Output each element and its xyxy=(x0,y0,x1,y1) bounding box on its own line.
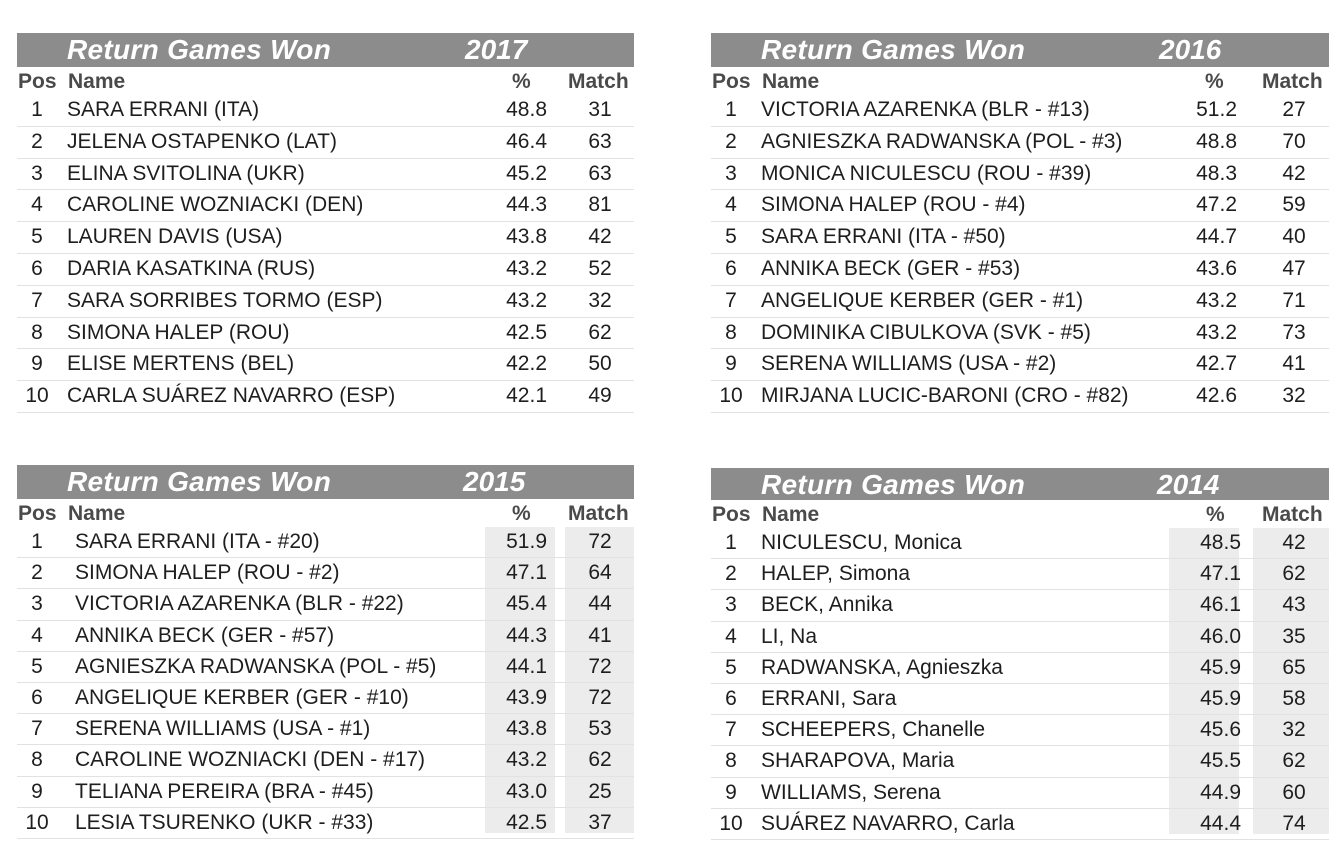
row-pos: 8 xyxy=(31,320,43,344)
row-pos: 9 xyxy=(725,780,737,804)
row-pct: 42.5 xyxy=(506,320,547,344)
row-pos: 2 xyxy=(725,129,737,153)
row-player-name: WILLIAMS, Serena xyxy=(761,780,941,804)
row-player-name: VICTORIA AZARENKA (BLR - #22) xyxy=(75,592,404,616)
row-pct: 44.3 xyxy=(506,193,547,217)
row-match: 73 xyxy=(1282,320,1306,344)
row-pct: 45.9 xyxy=(1200,655,1241,679)
table-row xyxy=(17,558,634,589)
table-2014 xyxy=(711,468,1329,840)
row-match: 44 xyxy=(588,592,612,616)
table-row xyxy=(711,559,1329,590)
row-pct: 44.9 xyxy=(1200,780,1241,804)
row-player-name: LI, Na xyxy=(761,624,818,648)
row-pos: 1 xyxy=(31,530,43,553)
table-row xyxy=(711,95,1329,127)
table-header-row xyxy=(711,67,1329,95)
row-match: 60 xyxy=(1282,780,1306,804)
row-player-name: SCHEEPERS, Chanelle xyxy=(761,718,986,742)
table-row xyxy=(711,381,1329,413)
row-pos: 2 xyxy=(725,562,737,586)
table-title: Return Games Won xyxy=(67,466,332,497)
table-row xyxy=(17,589,634,620)
header-name: Name xyxy=(68,70,126,93)
row-player-name: TELIANA PEREIRA (BRA - #45) xyxy=(75,779,374,803)
row-player-name: SERENA WILLIAMS (USA - #1) xyxy=(75,717,371,741)
row-pct: 45.2 xyxy=(506,161,547,185)
row-pct: 43.0 xyxy=(506,779,547,803)
table-row xyxy=(17,621,634,652)
row-match: 32 xyxy=(1282,718,1306,742)
row-pos: 7 xyxy=(31,717,43,741)
row-match: 58 xyxy=(1282,686,1306,710)
row-pos: 10 xyxy=(719,384,743,408)
table-row xyxy=(711,684,1329,715)
row-player-name: VICTORIA AZARENKA (BLR - #13) xyxy=(761,98,1090,121)
table-row xyxy=(17,683,634,714)
row-match: 31 xyxy=(588,98,612,121)
row-player-name: LESIA TSURENKO (UKR - #33) xyxy=(75,810,374,834)
row-match: 35 xyxy=(1282,624,1306,648)
header-pct: % xyxy=(1205,70,1224,93)
row-pos: 3 xyxy=(31,161,43,185)
row-pos: 7 xyxy=(725,718,737,742)
row-match: 70 xyxy=(1282,129,1306,153)
row-player-name: CAROLINE WOZNIACKI (DEN - #17) xyxy=(75,748,426,772)
row-pct: 45.9 xyxy=(1200,686,1241,710)
table-row xyxy=(17,127,634,159)
row-player-name: CARLA SUÁREZ NAVARRO (ESP) xyxy=(67,384,396,408)
row-pct: 43.2 xyxy=(1196,320,1237,344)
row-player-name: SARA ERRANI (ITA - #50) xyxy=(761,225,1006,249)
header-pct: % xyxy=(512,70,531,93)
row-pct: 43.2 xyxy=(506,748,547,772)
table-row xyxy=(17,318,634,350)
table-row xyxy=(711,127,1329,159)
row-player-name: HALEP, Simona xyxy=(761,562,911,586)
table-row xyxy=(17,159,634,191)
row-pos: 4 xyxy=(31,623,43,647)
row-pos: 6 xyxy=(725,686,737,710)
row-player-name: SARA ERRANI (ITA - #20) xyxy=(75,530,320,553)
table-header-row xyxy=(17,499,634,527)
row-player-name: SIMONA HALEP (ROU - #4) xyxy=(761,193,1026,217)
row-pct: 51.2 xyxy=(1196,98,1237,121)
row-pct: 43.9 xyxy=(506,685,547,709)
header-name: Name xyxy=(68,502,126,525)
table-year: 2015 xyxy=(463,466,526,497)
row-pct: 43.8 xyxy=(506,717,547,741)
row-match: 74 xyxy=(1282,811,1306,835)
header-pos: Pos xyxy=(712,503,751,526)
row-player-name: BECK, Annika xyxy=(761,593,893,617)
table-row xyxy=(17,714,634,745)
row-player-name: SIMONA HALEP (ROU - #2) xyxy=(75,561,340,585)
row-pos: 5 xyxy=(31,654,43,678)
row-match: 50 xyxy=(588,352,612,376)
table-body xyxy=(711,528,1329,840)
row-pct: 47.1 xyxy=(506,561,547,585)
table-2015 xyxy=(17,465,634,839)
table-row xyxy=(711,590,1329,621)
row-pct: 47.2 xyxy=(1196,193,1237,217)
row-match: 71 xyxy=(1282,288,1306,312)
row-pct: 44.7 xyxy=(1196,225,1237,249)
row-pos: 9 xyxy=(31,779,43,803)
row-pct: 48.8 xyxy=(1196,129,1237,153)
table-row xyxy=(711,318,1329,350)
row-pos: 6 xyxy=(31,256,43,280)
row-match: 72 xyxy=(588,685,612,709)
row-pos: 8 xyxy=(31,748,43,772)
row-match: 64 xyxy=(588,561,612,585)
table-row xyxy=(17,222,634,254)
row-pos: 7 xyxy=(725,288,737,312)
row-match: 37 xyxy=(588,810,612,834)
row-pct: 43.2 xyxy=(506,288,547,312)
row-match: 63 xyxy=(588,161,612,185)
row-pos: 7 xyxy=(31,288,43,312)
row-pos: 2 xyxy=(31,129,43,153)
row-player-name: DARIA KASATKINA (RUS) xyxy=(67,256,316,280)
header-match: Match xyxy=(1262,503,1323,526)
row-pos: 1 xyxy=(725,98,737,121)
table-row xyxy=(711,809,1329,840)
table-row xyxy=(711,528,1329,559)
table-banner xyxy=(17,33,634,67)
table-row xyxy=(711,746,1329,777)
row-player-name: SERENA WILLIAMS (USA - #2) xyxy=(761,352,1057,376)
row-pct: 44.1 xyxy=(506,654,547,678)
row-player-name: SARA ERRANI (ITA) xyxy=(67,98,260,121)
table-row xyxy=(711,159,1329,191)
header-match: Match xyxy=(568,502,629,525)
row-match: 47 xyxy=(1282,256,1306,280)
row-pos: 3 xyxy=(31,592,43,616)
row-pct: 43.8 xyxy=(506,225,547,249)
row-player-name: SIMONA HALEP (ROU) xyxy=(67,320,290,344)
row-player-name: DOMINIKA CIBULKOVA (SVK - #5) xyxy=(761,320,1091,344)
row-player-name: ELINA SVITOLINA (UKR) xyxy=(67,161,305,185)
row-pos: 10 xyxy=(719,811,743,835)
row-pos: 2 xyxy=(31,561,43,585)
table-banner xyxy=(17,465,634,499)
row-player-name: RADWANSKA, Agnieszka xyxy=(761,655,1003,679)
row-match: 42 xyxy=(1282,531,1306,554)
row-match: 81 xyxy=(588,193,612,217)
row-pos: 5 xyxy=(31,225,43,249)
row-pos: 10 xyxy=(25,810,49,834)
row-pct: 43.2 xyxy=(506,256,547,280)
row-pct: 48.8 xyxy=(506,98,547,121)
table-row xyxy=(711,653,1329,684)
table-title: Return Games Won xyxy=(761,469,1026,500)
table-row xyxy=(17,190,634,222)
table-row xyxy=(711,190,1329,222)
header-pos: Pos xyxy=(18,70,57,93)
table-year: 2017 xyxy=(465,34,528,65)
row-match: 32 xyxy=(588,288,612,312)
row-pos: 4 xyxy=(31,193,43,217)
table-row xyxy=(17,349,634,381)
table-banner xyxy=(711,33,1329,67)
header-pct: % xyxy=(512,502,531,525)
table-year: 2016 xyxy=(1159,34,1222,65)
row-pct: 42.2 xyxy=(506,352,547,376)
table-row xyxy=(17,527,634,558)
row-player-name: MONICA NICULESCU (ROU - #39) xyxy=(761,161,1092,185)
row-player-name: CAROLINE WOZNIACKI (DEN) xyxy=(67,193,364,217)
row-pct: 43.6 xyxy=(1196,256,1237,280)
row-player-name: AGNIESZKA RADWANSKA (POL - #3) xyxy=(761,129,1123,153)
table-row xyxy=(17,652,634,683)
header-name: Name xyxy=(762,70,820,93)
table-row xyxy=(711,715,1329,746)
row-pos: 1 xyxy=(31,98,43,121)
row-pct: 45.6 xyxy=(1200,718,1241,742)
row-match: 43 xyxy=(1282,593,1306,617)
row-player-name: SHARAPOVA, Maria xyxy=(761,749,955,773)
table-2016 xyxy=(711,33,1329,413)
row-pct: 42.1 xyxy=(506,384,547,408)
row-match: 62 xyxy=(1282,749,1306,773)
row-player-name: ANGELIQUE KERBER (GER - #10) xyxy=(75,685,409,709)
table-title: Return Games Won xyxy=(761,34,1026,65)
row-match: 42 xyxy=(1282,161,1306,185)
table-row xyxy=(17,777,634,808)
table-2017 xyxy=(17,33,634,413)
row-pos: 4 xyxy=(725,624,737,648)
header-pos: Pos xyxy=(18,502,57,525)
row-match: 72 xyxy=(588,530,612,553)
row-pos: 6 xyxy=(31,685,43,709)
row-pct: 44.4 xyxy=(1200,811,1241,835)
row-pos: 8 xyxy=(725,749,737,773)
table-row xyxy=(17,254,634,286)
row-match: 53 xyxy=(588,717,612,741)
row-match: 62 xyxy=(588,748,612,772)
row-pos: 6 xyxy=(725,256,737,280)
row-player-name: ANNIKA BECK (GER - #57) xyxy=(75,623,335,647)
row-match: 49 xyxy=(588,384,612,408)
header-pct: % xyxy=(1206,503,1225,526)
table-row xyxy=(17,381,634,413)
table-row xyxy=(17,745,634,776)
table-row xyxy=(711,622,1329,653)
row-match: 32 xyxy=(1282,384,1306,408)
row-pos: 5 xyxy=(725,655,737,679)
row-player-name: AGNIESZKA RADWANSKA (POL - #5) xyxy=(75,654,437,678)
row-pct: 42.6 xyxy=(1196,384,1237,408)
row-pct: 47.1 xyxy=(1200,562,1241,586)
header-match: Match xyxy=(1262,70,1323,93)
row-player-name: SARA SORRIBES TORMO (ESP) xyxy=(67,288,383,312)
table-title: Return Games Won xyxy=(67,34,332,65)
row-player-name: NICULESCU, Monica xyxy=(761,531,962,554)
row-pct: 51.9 xyxy=(506,530,547,553)
row-pct: 46.0 xyxy=(1200,624,1241,648)
row-match: 59 xyxy=(1282,193,1306,217)
row-pct: 44.3 xyxy=(506,623,547,647)
row-player-name: ELISE MERTENS (BEL) xyxy=(67,352,295,376)
table-year: 2014 xyxy=(1157,469,1220,500)
row-match: 41 xyxy=(1282,352,1306,376)
table-body xyxy=(17,527,634,839)
table-body xyxy=(711,95,1329,413)
table-row xyxy=(17,286,634,318)
row-pos: 3 xyxy=(725,593,737,617)
row-match: 52 xyxy=(588,256,612,280)
row-pct: 48.3 xyxy=(1196,161,1237,185)
row-match: 65 xyxy=(1282,655,1306,679)
header-match: Match xyxy=(568,70,629,93)
table-header-row xyxy=(711,500,1329,528)
row-pos: 9 xyxy=(725,352,737,376)
row-player-name: ANGELIQUE KERBER (GER - #1) xyxy=(761,288,1084,312)
row-match: 40 xyxy=(1282,225,1306,249)
table-body xyxy=(17,95,634,413)
row-pos: 8 xyxy=(725,320,737,344)
row-match: 62 xyxy=(1282,562,1306,586)
row-player-name: MIRJANA LUCIC-BARONI (CRO - #82) xyxy=(761,384,1129,408)
table-row xyxy=(711,778,1329,809)
table-header-row xyxy=(17,67,634,95)
row-match: 27 xyxy=(1282,98,1306,121)
row-pct: 46.1 xyxy=(1200,593,1241,617)
table-row xyxy=(711,222,1329,254)
row-player-name: SUÁREZ NAVARRO, Carla xyxy=(761,811,1015,835)
table-row xyxy=(711,254,1329,286)
row-player-name: ANNIKA BECK (GER - #53) xyxy=(761,256,1021,280)
row-pos: 10 xyxy=(25,384,49,408)
row-match: 25 xyxy=(588,779,612,803)
row-pos: 9 xyxy=(31,352,43,376)
table-row xyxy=(711,286,1329,318)
header-name: Name xyxy=(762,503,820,526)
row-pos: 3 xyxy=(725,161,737,185)
row-player-name: JELENA OSTAPENKO (LAT) xyxy=(67,129,337,153)
row-player-name: LAUREN DAVIS (USA) xyxy=(67,225,283,249)
row-pct: 46.4 xyxy=(506,129,547,153)
table-row xyxy=(17,95,634,127)
row-pct: 48.5 xyxy=(1200,531,1241,554)
row-pct: 43.2 xyxy=(1196,288,1237,312)
table-banner xyxy=(711,468,1329,500)
row-match: 63 xyxy=(588,129,612,153)
row-pos: 5 xyxy=(725,225,737,249)
table-row xyxy=(711,349,1329,381)
table-row xyxy=(17,808,634,839)
row-match: 42 xyxy=(588,225,612,249)
row-pct: 42.5 xyxy=(506,810,547,834)
row-match: 62 xyxy=(588,320,612,344)
row-pct: 45.4 xyxy=(506,592,547,616)
row-match: 72 xyxy=(588,654,612,678)
row-pct: 45.5 xyxy=(1200,749,1241,773)
row-pos: 4 xyxy=(725,193,737,217)
row-pct: 42.7 xyxy=(1196,352,1237,376)
row-match: 41 xyxy=(588,623,612,647)
row-pos: 1 xyxy=(725,531,737,554)
row-player-name: ERRANI, Sara xyxy=(761,686,897,710)
header-pos: Pos xyxy=(712,70,751,93)
